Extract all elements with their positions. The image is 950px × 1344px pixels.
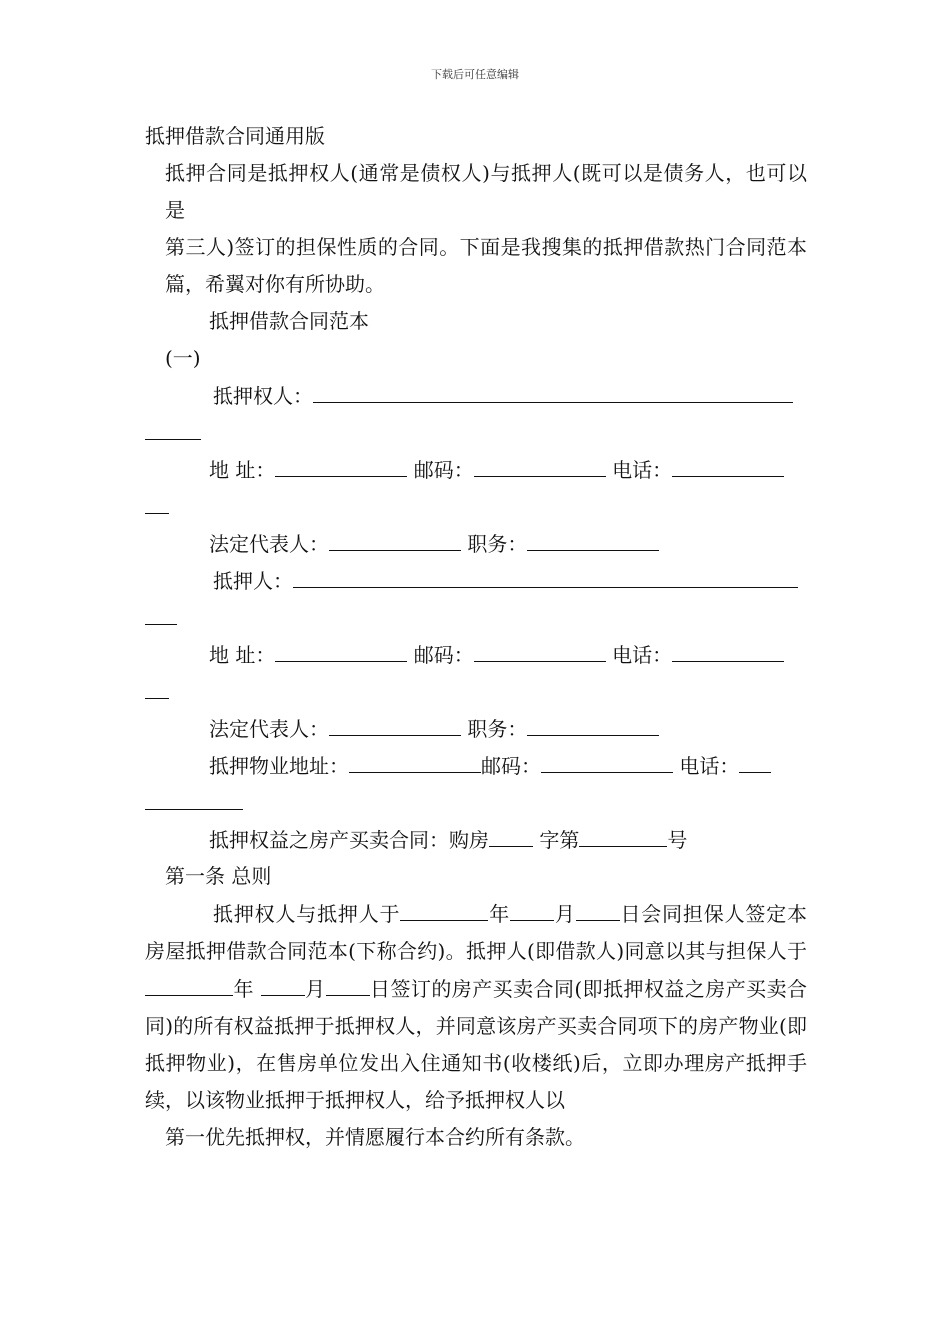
position-label: 职务：: [467, 717, 528, 741]
intro-paragraph-2: 第三人)签订的担保性质的合同。下面是我搜集的抵押借款热门合同范本篇，希翼对你有所协助。: [165, 235, 807, 296]
phone-blank[interactable]: [672, 636, 784, 662]
address-blank[interactable]: [275, 451, 407, 477]
mortgagee-line: [145, 377, 807, 414]
article-1-text-b: 日会同担保人签定本房屋抵押借款合同范本(下称合约)。抵押人(即借款人)同意以其与担保人于: [145, 902, 807, 963]
postcode-blank[interactable]: [474, 636, 606, 662]
position-label: 职务：: [467, 532, 528, 556]
section-number: (一): [165, 346, 201, 370]
section-title: 抵押借款合同范本: [209, 309, 369, 333]
phone-blank-cont[interactable]: [145, 673, 169, 699]
intro-paragraph-1: 抵押合同是抵押权人(通常是债权人)与抵押人(既可以是债务人，也可以是: [165, 161, 807, 222]
year-label: 年: [233, 977, 254, 1001]
mortgagor-blank[interactable]: [293, 562, 798, 588]
year-label: 年: [488, 902, 511, 926]
contract-ref-line: [145, 821, 807, 858]
postcode-label: 邮码：: [413, 458, 474, 482]
mortgagor-legal-rep-line: [145, 710, 807, 747]
date-year-blank-1[interactable]: [400, 895, 488, 921]
article-1-text-c: 日签订的房产买卖合同(即抵押权益之房产买卖合同)的所有权益抵押于抵押权人，并同意该房产买卖合同项下的房产物业(即抵押物业)，在售房单位发出入住通知书(收楼纸)后，立即办理房产抵押手续，以该物业抵押于抵押权人，给予抵押权人以: [145, 977, 807, 1112]
mortgagor-blank-cont[interactable]: [145, 599, 177, 625]
article-1-paragraph: [145, 895, 807, 1119]
document-title: 抵押借款合同通用版: [145, 124, 325, 148]
postcode-blank[interactable]: [541, 747, 673, 773]
document-body: [145, 118, 807, 1156]
address-label: 地 址：: [209, 643, 276, 667]
article-1-title: 第一条 总则: [165, 864, 272, 888]
phone-label: 电话：: [612, 643, 673, 667]
phone-blank-cont[interactable]: [145, 784, 243, 810]
position-blank[interactable]: [527, 710, 659, 736]
contract-ref-prefix: 抵押权益之房产买卖合同：购房: [209, 828, 489, 852]
contract-ref-blank-2[interactable]: [579, 821, 667, 847]
month-label: 月: [304, 977, 326, 1001]
property-address-line-cont: [145, 784, 807, 821]
postcode-label: 邮码：: [413, 643, 474, 667]
postcode-blank[interactable]: [474, 451, 606, 477]
property-address-line: [145, 747, 807, 784]
property-address-blank[interactable]: [349, 747, 481, 773]
postcode-label: 邮码：: [481, 754, 541, 778]
mortgagee-address-line: [145, 451, 807, 488]
mortgagor-line-cont: [145, 599, 807, 636]
phone-label: 电话：: [612, 458, 673, 482]
mortgagee-line-cont: [145, 414, 807, 451]
position-blank[interactable]: [527, 525, 659, 551]
article-1-paragraph-2: 第一优先抵押权，并情愿履行本合约所有条款。: [165, 1125, 585, 1149]
mortgagee-address-line-cont: [145, 488, 807, 525]
legal-rep-label: 法定代表人：: [209, 717, 329, 741]
phone-blank-cont[interactable]: [145, 488, 169, 514]
legal-rep-label: 法定代表人：: [209, 532, 329, 556]
article-1-text-a: 抵押权人与抵押人于: [213, 902, 401, 926]
header-note: 下载后可任意编辑: [431, 68, 519, 81]
contract-ref-mid: 字第: [539, 828, 580, 852]
mortgagor-label: 抵押人：: [213, 569, 293, 593]
mortgagor-address-line: [145, 636, 807, 673]
mortgagee-label: 抵押权人：: [213, 384, 313, 408]
contract-ref-blank-1[interactable]: [489, 821, 533, 847]
date-year-blank-2[interactable]: [145, 970, 233, 996]
contract-ref-suffix: 号: [667, 828, 688, 852]
date-month-blank-2[interactable]: [261, 970, 305, 996]
month-label: 月: [554, 902, 576, 926]
mortgagor-line: [145, 562, 807, 599]
address-label: 地 址：: [209, 458, 276, 482]
address-blank[interactable]: [275, 636, 407, 662]
phone-label: 电话：: [679, 754, 740, 778]
mortgagee-blank[interactable]: [313, 377, 793, 403]
date-day-blank-2[interactable]: [326, 970, 370, 996]
phone-blank[interactable]: [672, 451, 784, 477]
property-address-label: 抵押物业地址：: [209, 754, 349, 778]
mortgagee-legal-rep-line: [145, 525, 807, 562]
legal-rep-blank[interactable]: [329, 525, 461, 551]
date-month-blank-1[interactable]: [510, 895, 554, 921]
legal-rep-blank[interactable]: [329, 710, 461, 736]
mortgagor-address-line-cont: [145, 673, 807, 710]
date-day-blank-1[interactable]: [576, 895, 620, 921]
phone-blank[interactable]: [739, 747, 771, 773]
mortgagee-blank-cont[interactable]: [145, 414, 201, 440]
